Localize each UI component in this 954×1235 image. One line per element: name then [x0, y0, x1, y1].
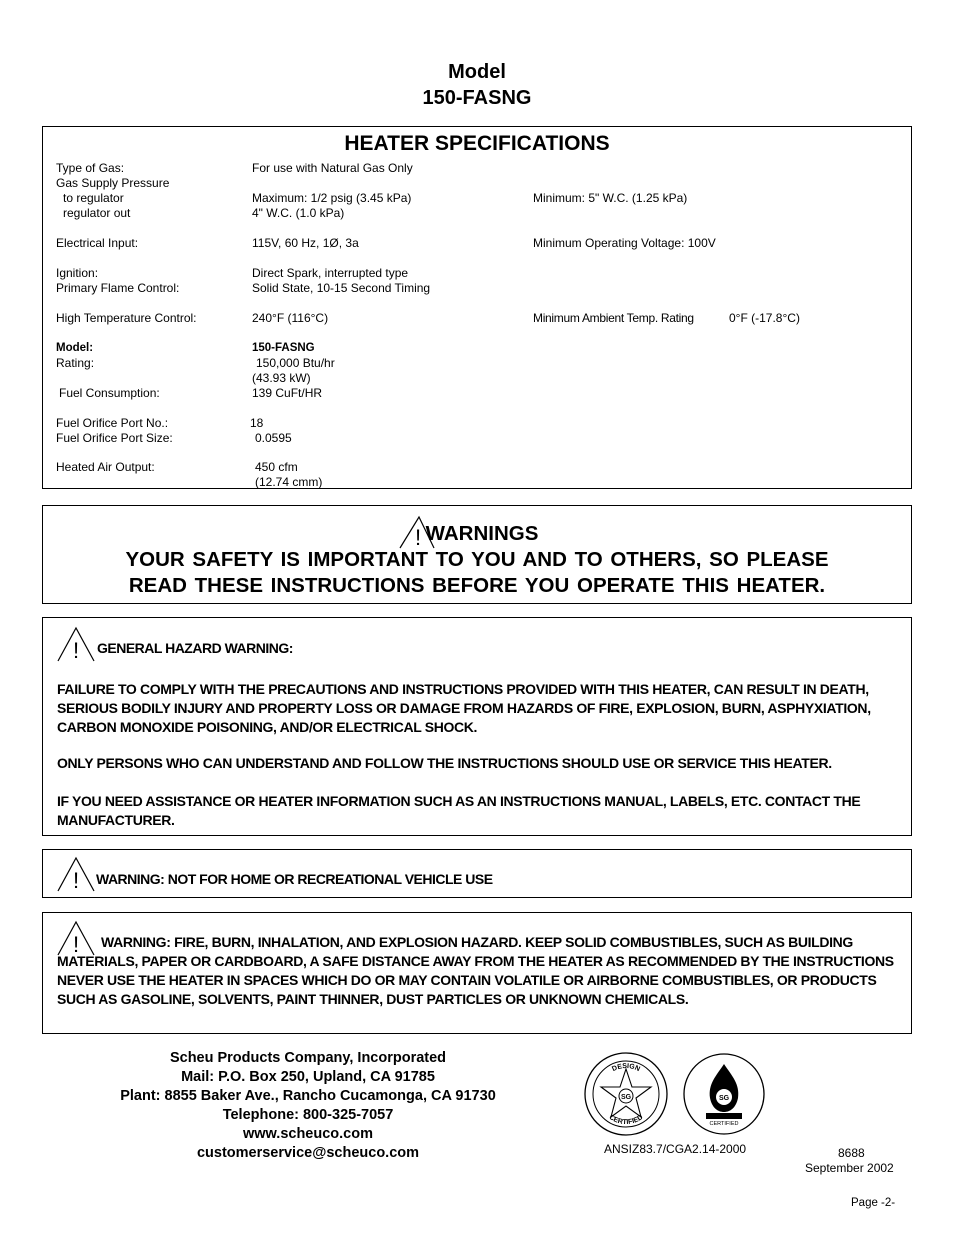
heated-air-label: Heated Air Output:: [56, 460, 155, 474]
high-temp-value: 240°F (116°C): [252, 311, 329, 325]
ambient-temp-value: 0°F (-17.8°C): [729, 311, 800, 325]
electrical-input-label: Electrical Input:: [56, 236, 139, 250]
ignition-value: Direct Spark, interrupted type: [252, 266, 409, 280]
seal-top-text: DESIGN: [611, 1062, 641, 1074]
not-for-home-box: [42, 849, 912, 898]
orifice-size-label: Fuel Orifice Port Size:: [56, 431, 173, 445]
fire-warning-box: [42, 912, 912, 1034]
flame-control-value: Solid State, 10-15 Second Timing: [252, 281, 431, 295]
rating-label: Rating:: [56, 356, 95, 370]
to-regulator-min: Minimum: 5" W.C. (1.25 kPa): [533, 191, 688, 205]
svg-text:!: !: [72, 868, 80, 892]
document-date: September 2002: [805, 1161, 894, 1175]
seal-2-text: CERTIFIED: [709, 1121, 739, 1127]
supply-pressure-label: Gas Supply Pressure: [56, 176, 170, 190]
orifice-no-label: Fuel Orifice Port No.:: [56, 416, 169, 430]
seal-mark: SG: [620, 1094, 632, 1101]
heated-air-value: 450 cfm: [255, 460, 298, 474]
ignition-label: Ignition:: [56, 266, 99, 280]
svg-text:!: !: [72, 638, 80, 662]
certification-standard: ANSIZ83.7/CGA2.14-2000: [604, 1142, 747, 1156]
fuel-consumption-label: Fuel Consumption:: [59, 386, 160, 400]
electrical-input-value: 115V, 60 Hz, 1Ø, 3a: [252, 236, 359, 250]
general-hazard-para-1: FAILURE TO COMPLY WITH THE PRECAUTIONS AND INSTRUCTIONS PROVIDED WITH THIS HEATER, CAN RESULT IN DEATH, SERIOUS BODILY INJURY AND PROPERTY LOSS OR DAMAGE FROM HAZARDS OF FIRE, EXPLOSION, BURN, ASPHYXIATION, CARBON MONOXIDE POISONING, AND/OR ELECTRICAL SHOCK.: [57, 681, 871, 735]
svg-text:!: !: [72, 932, 80, 956]
document-number: 8688: [838, 1146, 865, 1160]
company-name: Scheu Products Company, Incorporated: [169, 1050, 447, 1066]
gas-certified-seal-icon: [682, 1052, 766, 1136]
ambient-temp-label: Minimum Ambient Temp. Rating: [533, 311, 694, 325]
heater-specifications-box: [42, 126, 912, 489]
regulator-out-label: regulator out: [63, 206, 131, 220]
warnings-line-1: YOUR SAFETY IS IMPORTANT TO YOU AND TO OTHERS, SO PLEASE: [125, 548, 829, 571]
seal-bottom-text: CERTIFIED: [607, 1113, 645, 1127]
warning-triangle-icon: [56, 856, 96, 892]
flame-control-label: Primary Flame Control:: [56, 281, 180, 295]
specs-heading: HEATER SPECIFICATIONS: [344, 132, 610, 155]
warnings-line-2: READ THESE INSTRUCTIONS BEFORE YOU OPERATE THIS HEATER.: [128, 574, 826, 597]
plant-address: Plant: 8855 Baker Ave., Rancho Cucamonga, CA 91730: [120, 1088, 496, 1104]
seal-2-mark: SG: [718, 1095, 730, 1102]
min-voltage: Minimum Operating Voltage: 100V: [533, 236, 716, 250]
warning-triangle-icon: [56, 626, 96, 662]
high-temp-label: High Temperature Control:: [56, 311, 197, 325]
model-title: Model: [448, 61, 506, 83]
orifice-no-value: 18: [250, 416, 264, 430]
warnings-title: WARNINGS: [425, 522, 539, 545]
design-certified-seal-icon: [583, 1051, 669, 1137]
mail-address: Mail: P.O. Box 250, Upland, CA 91785: [181, 1069, 435, 1085]
to-regulator-label: to regulator: [63, 191, 124, 205]
email-link[interactable]: customerservice@scheuco.com: [196, 1145, 420, 1161]
general-hazard-para-2: ONLY PERSONS WHO CAN UNDERSTAND AND FOLLOW THE INSTRUCTIONS SHOULD USE OR SERVICE THIS HEATER.: [57, 755, 832, 771]
rating-value: 150,000 Btu/hr: [256, 356, 335, 370]
general-hazard-label: GENERAL HAZARD WARNING:: [97, 640, 293, 656]
gas-type-value: For use with Natural Gas Only: [252, 161, 413, 175]
fire-warning-text: WARNING: FIRE, BURN, INHALATION, AND EXPLOSION HAZARD. KEEP SOLID COMBUSTIBLES, SUCH AS BUILDING MATERIALS, PAPER OR CARDBOARD, A SAFE DISTANCE AWAY FROM THE HEATER AS RECOMMENDED BY THE INSTRUCTIONS NEVER USE THE HEATER IN SPACES WHICH DO OR MAY CONTAIN VOLATILE OR AIRBORNE COMBUSTIBLES, OR PRODUCTS SUCH AS GASOLINE, SOLVENTS, PAINT THINNER, DUST PARTICLES OR UNKNOWN CHEMICALS.: [57, 934, 894, 1007]
heated-air-metric: (12.74 cmm): [255, 475, 323, 489]
general-hazard-para-3: IF YOU NEED ASSISTANCE OR HEATER INFORMATION SUCH AS AN INSTRUCTIONS MANUAL, LABELS, ETC. CONTACT THE MANUFACTURER.: [57, 793, 861, 828]
gas-type-label: Type of Gas:: [56, 161, 125, 175]
model-value: 150-FASNG: [252, 342, 315, 354]
svg-text:!: !: [414, 525, 422, 549]
model-label: Model:: [56, 342, 94, 354]
warnings-box: [42, 505, 912, 604]
regulator-out-value: 4" W.C. (1.0 kPa): [252, 206, 345, 220]
orifice-size-value: 0.0595: [255, 431, 292, 445]
website-link[interactable]: www.scheuco.com: [243, 1126, 373, 1142]
general-hazard-box: [42, 617, 912, 836]
page-number: Page -2-: [851, 1197, 896, 1209]
model-number-title: 150-FASNG: [422, 87, 532, 109]
rating-kw: (43.93 kW): [252, 371, 311, 385]
to-regulator-max: Maximum: 1/2 psig (3.45 kPa): [252, 191, 412, 205]
fuel-consumption-value: 139 CuFt/HR: [252, 386, 323, 400]
not-for-home-label: WARNING: NOT FOR HOME OR RECREATIONAL VEHICLE USE: [96, 871, 493, 887]
telephone: Telephone: 800-325-7057: [222, 1107, 394, 1123]
